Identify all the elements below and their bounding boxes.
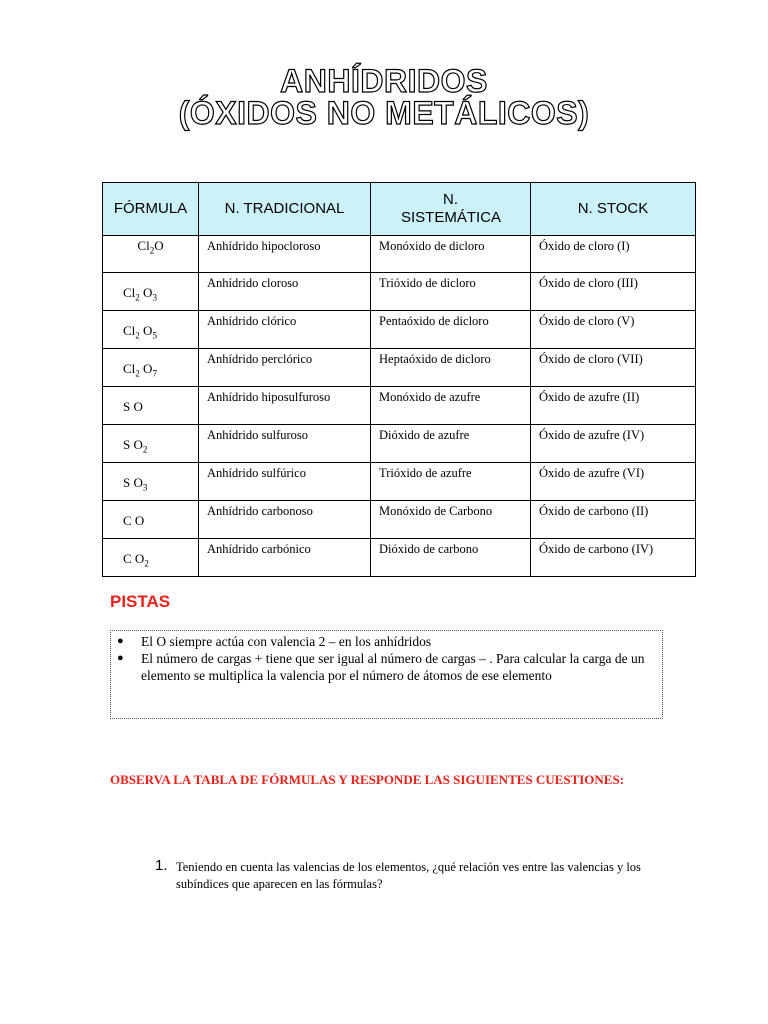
formula-subscript: 2	[135, 330, 140, 341]
cell-formula	[103, 463, 199, 501]
table-row	[103, 273, 696, 311]
formula-oxygen: O	[143, 284, 153, 300]
tip-item	[117, 650, 656, 684]
formula-subscript: 3	[142, 482, 148, 493]
bullet-icon: ●	[117, 635, 124, 647]
tip-text: El número de cargas + tiene que ser igual al número de cargas – . Para calcular la carga de un elemento se multiplica la valencia por el número de átomos de ese elemento	[141, 651, 645, 683]
table-header-row	[103, 183, 696, 236]
formula-oxygen: O	[133, 474, 143, 490]
cell-stock: Óxido de cloro (I)	[531, 236, 696, 273]
formula-oxygen: O	[154, 238, 164, 253]
formula-element: C	[123, 550, 132, 566]
cell-systematic: Monóxido de dicloro	[371, 236, 531, 273]
formula-subscript: 3	[152, 292, 157, 303]
formula-subscript: 2	[135, 292, 140, 303]
question-text: Teniendo en cuenta las valencias de los elementos, ¿qué relación ves entre las valencias y los subíndices que aparecen en las fórmulas?	[176, 860, 641, 891]
cell-formula	[103, 311, 199, 349]
cell-traditional: Anhídrido clórico	[199, 311, 371, 349]
formula-oxygen: O	[143, 360, 153, 376]
table-row	[103, 425, 696, 463]
formula-oxygen: O	[133, 398, 143, 414]
header-stock: N. STOCK	[531, 183, 696, 236]
formula-subscript: 5	[152, 330, 157, 341]
cell-traditional: Anhídrido hiposulfuroso	[199, 387, 371, 425]
header-formula: FÓRMULA	[103, 183, 199, 236]
cell-traditional: Anhídrido perclórico	[199, 349, 371, 387]
table-row	[103, 349, 696, 387]
tips-list	[111, 631, 662, 684]
instructions-heading: OBSERVA LA TABLA DE FÓRMULAS Y RESPONDE LAS SIGUIENTES CUESTIONES:	[110, 772, 625, 787]
formula-subscript: 7	[152, 368, 157, 379]
cell-systematic: Pentaóxido de dicloro	[371, 311, 531, 349]
formula-element: S	[123, 474, 131, 490]
cell-systematic: Dióxido de carbono	[371, 539, 531, 577]
cell-systematic: Trióxido de dicloro	[371, 273, 531, 311]
formula-oxygen: O	[133, 436, 143, 452]
formula-subscript: 2	[144, 558, 149, 569]
cell-stock: Óxido de carbono (IV)	[531, 539, 696, 577]
formula-element: S	[123, 436, 131, 452]
pistas-heading: PISTAS	[110, 592, 171, 611]
table-row	[103, 463, 696, 501]
formula-subscript: 2	[149, 245, 155, 256]
cell-traditional: Anhídrido carbonoso	[199, 501, 371, 539]
tip-text: El O siempre actúa con valencia 2 – en los anhídridos	[141, 634, 432, 649]
cell-systematic: Heptaóxido de dicloro	[371, 349, 531, 387]
cell-stock: Óxido de azufre (VI)	[531, 463, 696, 501]
formula-element: Cl	[123, 360, 136, 376]
formula-subscript: 2	[135, 368, 140, 379]
cell-systematic: Monóxido de Carbono	[371, 501, 531, 539]
formula-oxygen: O	[134, 512, 145, 528]
table-row	[103, 501, 696, 539]
cell-systematic: Dióxido de azufre	[371, 425, 531, 463]
cell-formula	[103, 273, 199, 311]
cell-systematic: Trióxido de azufre	[371, 463, 531, 501]
cell-formula	[103, 539, 199, 577]
cell-formula	[103, 236, 199, 273]
table-row	[103, 311, 696, 349]
header-traditional: N. TRADICIONAL	[199, 183, 371, 236]
formula-element: Cl	[123, 284, 136, 300]
cell-traditional: Anhídrido sulfúrico	[199, 463, 371, 501]
cell-traditional: Anhídrido hipocloroso	[199, 236, 371, 273]
header-systematic: N. SISTEMÁTICA	[371, 183, 531, 236]
cell-formula	[103, 387, 199, 425]
formula-element: S	[123, 398, 131, 414]
cell-stock: Óxido de azufre (II)	[531, 387, 696, 425]
formula-oxygen: O	[134, 550, 145, 566]
cell-stock: Óxido de cloro (VII)	[531, 349, 696, 387]
cell-systematic: Monóxido de azufre	[371, 387, 531, 425]
tips-box	[110, 630, 663, 719]
cell-traditional: Anhídrido sulfuroso	[199, 425, 371, 463]
bullet-icon: ●	[117, 652, 124, 664]
cell-stock: Óxido de cloro (V)	[531, 311, 696, 349]
cell-formula	[103, 501, 199, 539]
table-row	[103, 236, 696, 273]
cell-stock: Óxido de carbono (II)	[531, 501, 696, 539]
table-body	[103, 236, 696, 577]
oxides-table	[102, 182, 696, 577]
tip-item	[117, 633, 656, 650]
formula-oxygen: O	[143, 322, 153, 338]
formula-element: Cl	[137, 238, 150, 253]
formula-element: Cl	[123, 322, 136, 338]
page-title-line-2: (ÓXIDOS NO METÁLICOS)	[178, 95, 590, 131]
cell-stock: Óxido de cloro (III)	[531, 273, 696, 311]
question-number: 1.	[155, 857, 168, 874]
table-row	[103, 387, 696, 425]
cell-formula	[103, 425, 199, 463]
cell-formula	[103, 349, 199, 387]
formula-subscript: 2	[142, 444, 148, 455]
cell-traditional: Anhídrido cloroso	[199, 273, 371, 311]
table-row	[103, 539, 696, 577]
page-title-line-1: ANHÍDRIDOS	[280, 63, 488, 99]
cell-traditional: Anhídrido carbónico	[199, 539, 371, 577]
formula-element: C	[123, 512, 132, 528]
cell-stock: Óxido de azufre (IV)	[531, 425, 696, 463]
